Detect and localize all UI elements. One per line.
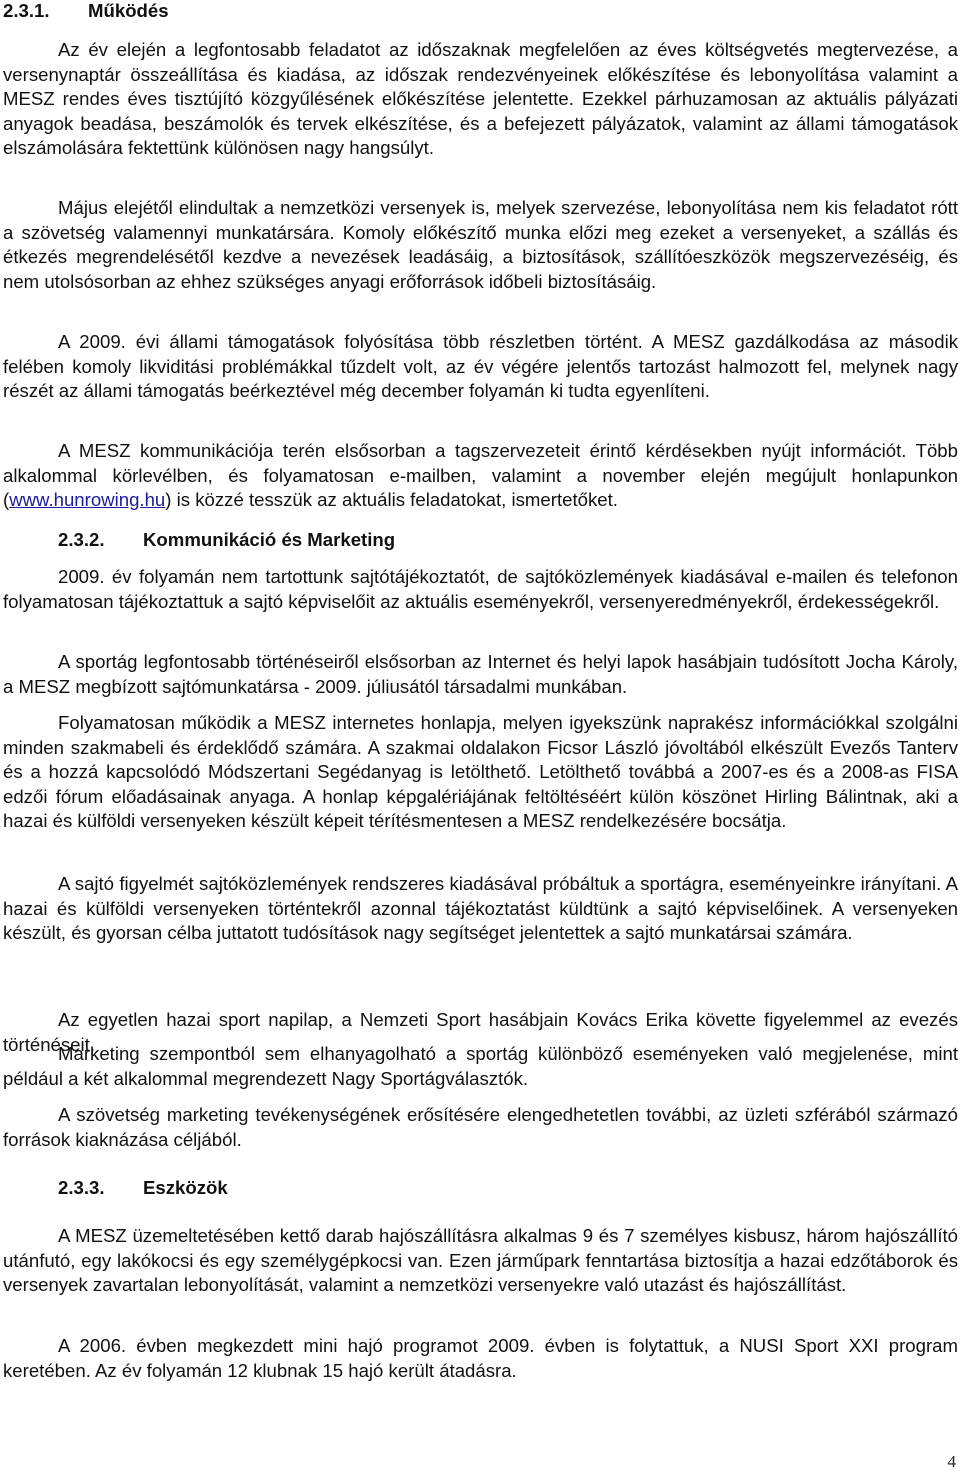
section-title: Működés xyxy=(88,0,169,21)
paragraph: A MESZ üzemeltetésében kettő darab hajószállításra alkalmas 9 és 7 személyes kisbusz, három hajószállító utánfutó, egy lakókocsi és egy személygépkocsi van. Ezen járműpark fenntartása biztosítja a hazai edzőtáborok és versenyek zavartalan lebonyolítását, valamint a nemzetközi versenyekre való utazást és hajószállítást. xyxy=(3,1225,958,1295)
paragraph: A 2006. évben megkezdett mini hajó programot 2009. évben is folytattuk, a NUSI Sport XXI program keretében. Az év folyamán 12 klubnak 15 hajó került átadásra. xyxy=(3,1335,958,1381)
paragraph: Az egyetlen hazai sport napilap, a Nemzeti Sport hasábjain Kovács Erika követte figyelemmel az evezés történéseit. xyxy=(3,1009,958,1055)
section-title: Eszközök xyxy=(143,1177,228,1198)
section-title: Kommunikáció és Marketing xyxy=(143,529,396,550)
paragraph: A szövetség marketing tevékenységének erősítésére elengedhetetlen további, az üzleti szférából származó források kiaknázása céljából. xyxy=(3,1104,958,1150)
paragraph xyxy=(3,439,958,513)
website-link[interactable]: www.hunrowing.hu xyxy=(9,489,166,510)
section-number: 2.3.1. xyxy=(3,0,50,21)
section-number: 2.3.2. xyxy=(58,529,105,550)
paragraph: Marketing szempontból sem elhanyagolható a sportág különböző eseményeken való megjelenése, mint például a két alkalommal megrendezett Nagy Sportágválasztók. xyxy=(3,1043,958,1089)
paragraph: Az év elején a legfontosabb feladatot az időszaknak megfelelően az éves költségvetés megtervezése, a versenynaptár összeállítása és kiadása, az időszak rendezvényeinek előkészítése és lebonyolítása valamint a MESZ rendes éves tisztújító közgyűlésének előkészítése jelentette. Ezekkel párhuzamosan az aktuális pályázati anyagok beadása, beszámolók és tervek elkészítése, és a befejezett pályázatok, valamint az állami támogatások elszámolására fektettünk különösen nagy hangsúlyt. xyxy=(3,39,958,158)
paragraph-text: ) is közzé tesszük az aktuális feladatokat, ismertetőket. xyxy=(165,489,618,510)
paragraph: 2009. év folyamán nem tartottunk sajtótájékoztatót, de sajtóközlemények kiadásával e-mailen és telefonon folyamatosan tájékoztattuk a sajtó képviselőit az aktuális eseményekről, versenyeredményekről, érdekességekről. xyxy=(3,566,958,612)
section-number: 2.3.3. xyxy=(58,1177,105,1198)
paragraph: Május elejétől elindultak a nemzetközi versenyek is, melyek szervezése, lebonyolítása nem kis feladatot rótt a szövetség valamennyi munkatársára. Komoly előkészítő munka előzi meg ezeket a versenyeket, a szállás és étkezés megrendelésétől kezdve a nevezések leadásáig, a biztosítások, szállítóeszközök megszervezéséig, és nem utolsósorban az ehhez szükséges anyagi erőforrások időbeli biztosításáig. xyxy=(3,197,958,292)
paragraph: A sportág legfontosabb történéseiről elsősorban az Internet és helyi lapok hasábjain tudósított Jocha Károly, a MESZ megbízott sajtómunkatársa - 2009. júliusától társadalmi munkában. xyxy=(3,651,958,697)
section-heading-2-3-3 xyxy=(58,1176,228,1201)
section-heading-2-3-1 xyxy=(3,0,169,24)
paragraph: Folyamatosan működik a MESZ internetes honlapja, melyen igyekszünk naprakész információkkal szolgálni minden szakmabeli és érdeklődő számára. A szakmai oldalakon Ficsor László jóvoltából elkészült Evezős Tanterv és a hozzá kapcsolódó Módszertani Segédanyag is letölthető. Letölthető továbbá a 2007-es és a 2008-as FISA edzői fórum előadásainak anyaga. A honlap képgalériájának feltöltéséért külön köszönet Hirling Bálintnak, aki a hazai és külföldi versenyeken készült képeit térítésmentesen a MESZ rendelkezésére bocsátja. xyxy=(3,712,958,831)
page-number: 4 xyxy=(947,1452,956,1471)
paragraph-text: A MESZ kommunikációja terén elsősorban a tagszervezeteit érintő kérdésekben nyújt információt. Több alkalommal körlevélben, és folyamatosan e-mailben, valamint a november elején megújult honlapunkon ( xyxy=(3,440,958,510)
section-heading-2-3-2 xyxy=(58,528,395,553)
paragraph: A sajtó figyelmét sajtóközlemények rendszeres kiadásával próbáltuk a sportágra, eseményeinkre irányítani. A hazai és külföldi versenyeken történtekről azonnal tájékoztatást küldtünk a sajtó képviselőinek. A versenyeken készült, és gyorsan célba juttatott tudósítások nagy segítséget jelentettek a sajtó munkatársai számára. xyxy=(3,873,958,943)
paragraph: A 2009. évi állami támogatások folyósítása több részletben történt. A MESZ gazdálkodása az második felében komoly likviditási problémákkal tűzdelt volt, az év végére jelentős tartozást halmozott fel, melynek nagy részét az állami támogatás beérkeztével még december folyamán ki tudta egyenlíteni. xyxy=(3,331,958,401)
